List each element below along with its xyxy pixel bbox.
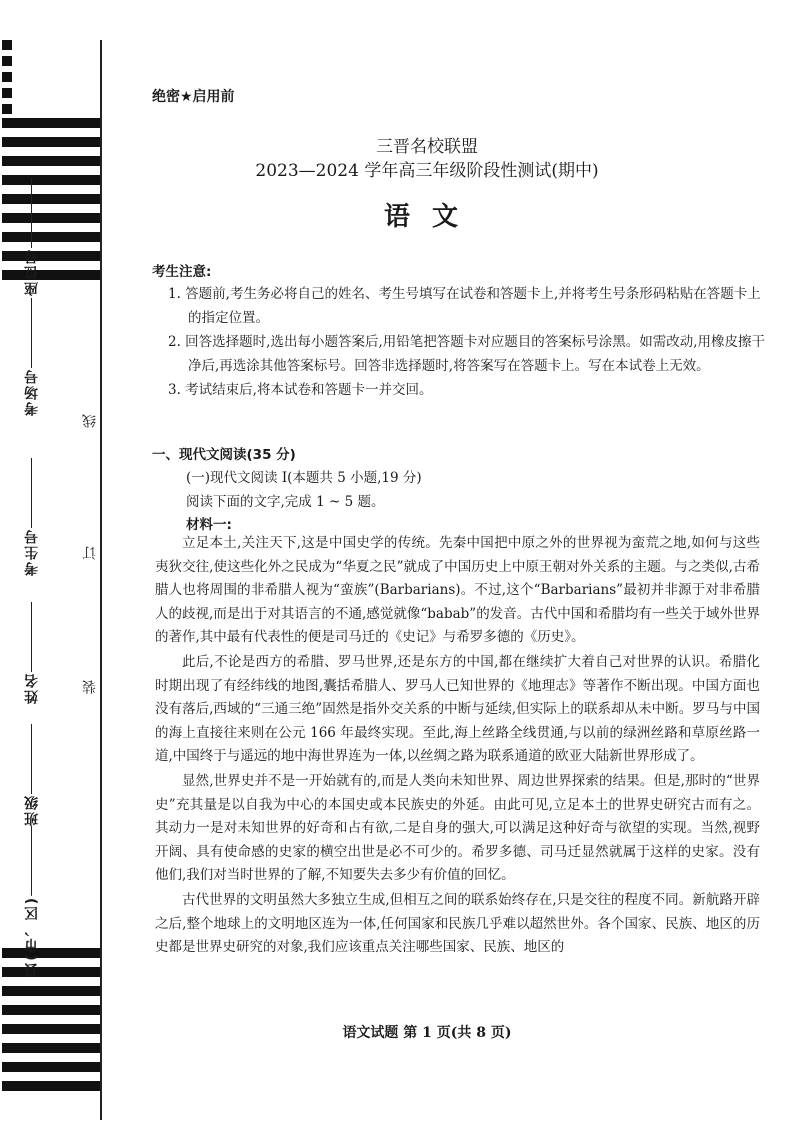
cut-line-word: 线: [82, 414, 98, 428]
class-field[interactable]: [22, 718, 42, 826]
county-label: 县(市、区): [24, 896, 40, 977]
notice-title: 考生注意:: [152, 264, 212, 280]
seat-field[interactable]: [22, 172, 42, 296]
passage-paragraph: 此后,不论是西方的希腊、罗马世界,还是东方的中国,都在继续扩大着自己对世界的认识。希腊化时期出现了有经纬线的地图,囊括希腊人、罗马人已知世界的《地理志》等著作不断出现。中国方面也没有落后,西域的“三通三绝”固然是指外交关系的中断与延续,但实际上的联系却从未中断。罗马与中国的海上直接往来则在公元 166 年最终实现。至此,海上丝路全线贯通,与以前的绿洲丝路和草原丝路一道,中国终于与遥远的地中海世界连为一体,以丝绸之路为联系通道的欧亚大陆新世界形成了。: [155, 653, 760, 765]
exam-no-label: 考生号: [24, 528, 40, 576]
bind-word: 装: [82, 680, 98, 694]
name-field[interactable]: [22, 596, 42, 704]
subject-title: 语文: [383, 202, 480, 232]
name-label: 姓名: [24, 672, 40, 704]
reading-passage: [155, 532, 760, 961]
passage-paragraph: 立足本土,关注天下,这是中国史学的传统。先秦中国把中原之外的世界视为蛮荒之地,如何与这些夷狄交往,使这些化外之民成为“华夏之民”就成了中国历史上中原王朝对外关系的主题。与之类似,古希腊人也将周围的非希腊人视为“蛮族”(Barbarians)。不过,这个“Barbarians”最初并非源于对非希腊人的歧视,而是出于对其语言的不通,感觉就像“babab”的发音。古代中国和希腊均有一些关于域外世界的著作,其中最有代表性的便是司马迁的《史记》与希罗多德的《历史》。: [155, 535, 760, 646]
county-field[interactable]: [22, 820, 42, 977]
notice-item: 3. 考试结束后,将本试卷和答题卡一并交回。: [168, 382, 433, 398]
section-subheading: (一)现代文阅读 Ⅰ(本题共 5 小题,19 分): [186, 470, 422, 486]
secret-label: 绝密★启用前: [152, 89, 235, 105]
section-instruction: 阅读下面的文字,完成 1 ~ 5 题。: [186, 494, 385, 510]
staple-word: 订: [82, 546, 98, 560]
seat-label: 座位号: [24, 248, 40, 296]
page-footer: 语文试题 第 1 页(共 8 页): [342, 1025, 512, 1041]
notice-item: 2. 回答选择题时,选出每小题答案后,用铅笔把答题卡对应题目的答案标号涂黑。如需改动,用橡皮擦干净后,再选涂其他答案标号。回答非选择题时,将答案写在答题卡上。写在本试卷上无效。: [168, 334, 766, 374]
class-label: 班级: [24, 794, 40, 826]
room-label: 考场号: [24, 368, 40, 416]
exam-no-field[interactable]: [22, 452, 42, 576]
notice-list: [168, 282, 768, 402]
passage-paragraph: 古代世界的文明虽然大多独立生成,但相互之间的联系始终存在,只是交往的程度不同。新航路开辟之后,整个地球上的文明地区连为一体,任何国家和民族几乎难以超然世外。各个国家、民族、地区的历史都是世界史研究的对象,我们应该重点关注哪些国家、民族、地区的: [155, 891, 760, 956]
notice-item: 1. 答题前,考生务必将自己的姓名、考生号填写在试卷和答题卡上,并将考生号条形码粘贴在答题卡上的指定位置。: [168, 286, 761, 326]
registration-marks: [2, 40, 14, 120]
passage-paragraph: 显然,世界史并不是一开始就有的,而是人类向未知世界、周边世界探索的结果。但是,那时的“世界史”充其量是以自我为中心的本国史或本民族史的外延。由此可见,立足本土的世界史研究古而有之。其动力一是对未知世界的好奇和占有欲,二是自身的强大,可以满足这种好奇与欲望的实现。当然,视野开阔、具有使命感的史家的横空出世是必不可少的。希罗多德、司马迁显然就属于这样的史家。没有他们,我们对当时世界的了解,不知要失去多少有价值的回忆。: [155, 772, 760, 884]
alliance-title: 三晋名校联盟: [376, 137, 478, 157]
exam-title: 2023—2024 学年高三年级阶段性测试(期中): [255, 161, 599, 181]
room-field[interactable]: [22, 292, 42, 416]
section-heading: 一、现代文阅读(35 分): [152, 447, 296, 463]
material-label: 材料一:: [186, 517, 232, 533]
